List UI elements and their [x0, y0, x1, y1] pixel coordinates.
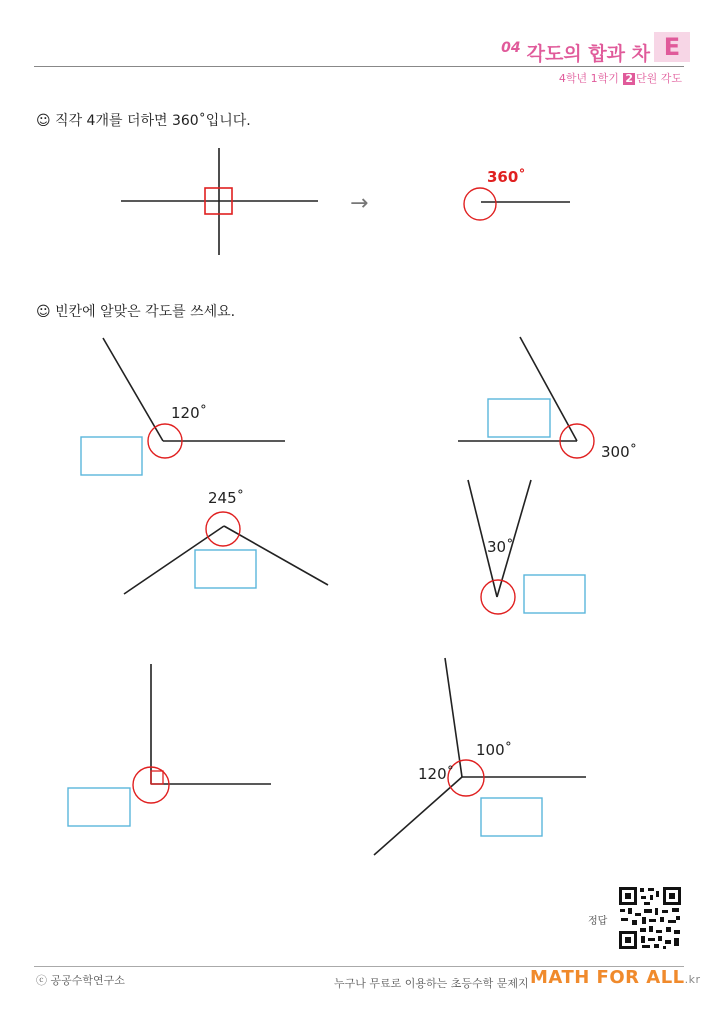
brand-suffix: .kr: [684, 973, 701, 986]
grade-label: 4학년 1학기: [558, 72, 619, 85]
given-angle-label: 120˚: [171, 404, 208, 422]
answer-box: [488, 399, 550, 437]
answer-box: [195, 550, 256, 588]
section2-title: ☺ 빈칸에 알맞은 각도를 쓰세요.: [36, 304, 236, 320]
answer-box: [481, 798, 542, 836]
section1-title: ☺ 직각 4개를 더하면 360˚입니다.: [36, 113, 251, 129]
level-badge: E: [654, 32, 690, 62]
full-angle-label: 360˚: [487, 168, 526, 186]
problem-1: [81, 338, 285, 475]
arrow-icon: →: [350, 191, 369, 216]
given-angle-label-a: 100˚: [476, 741, 513, 759]
given-angle-label: 30˚: [487, 538, 514, 556]
qr-code-icon[interactable]: [618, 886, 682, 950]
lesson-title: 각도의 합과 차: [526, 43, 650, 65]
full-angle-circle: [464, 188, 496, 220]
given-angle-label-b: 120˚: [418, 765, 455, 783]
answer-box: [68, 788, 130, 826]
answer-key-label: 정답: [588, 916, 608, 927]
problem-6: [374, 658, 586, 855]
full-angle-figure: [464, 168, 570, 220]
given-angle-label: 300˚: [601, 443, 638, 461]
footer-slogan: 누구나 무료로 이용하는 초등수학 문제지: [334, 977, 529, 990]
answer-box: [524, 575, 585, 613]
brand-name: MATH FOR ALL: [530, 967, 685, 988]
brand-logo: [530, 967, 701, 988]
angle-marker: [206, 512, 240, 546]
problem-5: [68, 664, 271, 826]
right-angle-square: [151, 771, 163, 784]
footer-copyright: ⓒ 공공수학연구소: [36, 974, 125, 987]
problem-2: [458, 337, 637, 461]
given-angle-label: 245˚: [208, 489, 245, 507]
problem-3: [124, 489, 328, 594]
angle-marker: [481, 580, 515, 614]
answer-box: [81, 437, 142, 475]
unit-label: 단원 각도: [635, 72, 682, 85]
problem-4: [468, 480, 585, 614]
lesson-number: 04: [501, 40, 521, 56]
unit-number-box: 2: [625, 72, 633, 85]
four-right-angles-figure: [121, 148, 318, 255]
